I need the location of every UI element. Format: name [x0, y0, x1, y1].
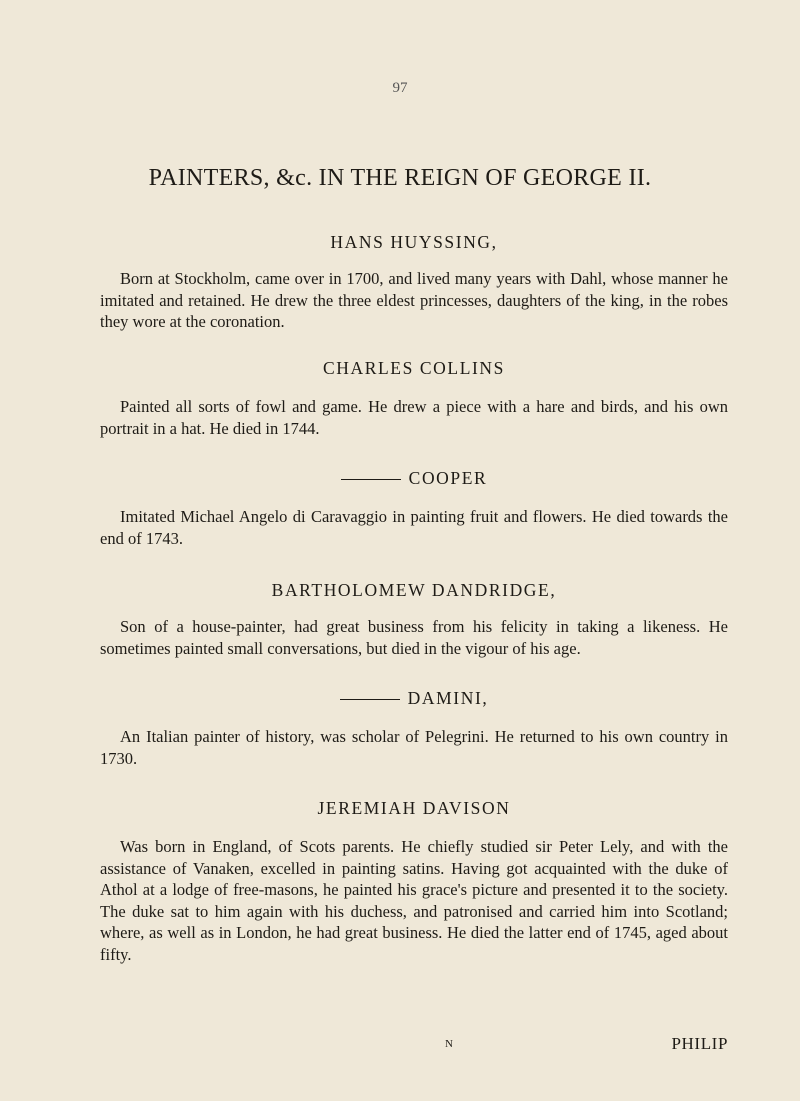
entry-heading	[100, 468, 728, 489]
entry-paragraph: Born at Stockholm, came over in 1700, and lived many years with Dahl, whose manner he imitated and retained. He drew the three eldest princesses, daughters of the king, in the robes they wore at the coronation.	[100, 269, 728, 331]
entry-text-block	[100, 268, 728, 333]
entry-paragraph: Was born in England, of Scots parents. He chiefly studied sir Peter Lely, and with the assistance of Vanaken, excelled in painting satins. Having got acquainted with the duke of Athol at a lodge of free-masons, he painted his grace's picture and presented it to the society. The duke sat to him again with his duchess, and patronised and carried him into Scotland; where, as well as in London, he had great business. He died the latter end of 1745, aged about fifty.	[100, 837, 728, 964]
entry-damini	[100, 688, 728, 709]
page-number: 97	[392, 80, 408, 96]
entry-heading: BARTHOLOMEW DANDRIDGE,	[271, 580, 557, 600]
entry-text-block	[100, 836, 728, 965]
catchword: PHILIP	[671, 1034, 728, 1053]
page-footer	[100, 1034, 728, 1058]
signature-mark: N	[445, 1038, 454, 1050]
entry-jeremiah-davison	[100, 798, 728, 819]
entry-paragraph: Son of a house-painter, had great business from his felicity in taking a likeness. He sometimes painted small conversations, but died in the vigour of his age.	[100, 617, 728, 658]
entry-text-block	[100, 726, 728, 769]
entry-paragraph: Painted all sorts of fowl and game. He drew a piece with a hare and birds, and his own portrait in a hat. He died in 1744.	[100, 397, 728, 438]
entry-bartholomew-dandridge	[100, 580, 728, 601]
page-title: PAINTERS, &c. IN THE REIGN OF GEORGE II.	[148, 165, 652, 191]
entry-text-block	[100, 396, 728, 439]
dash-rule	[341, 479, 401, 480]
entry-cooper	[100, 468, 728, 489]
entry-hans-huyssing	[100, 232, 728, 253]
entry-heading: JEREMIAH DAVISON	[317, 798, 511, 818]
dash-rule	[340, 699, 400, 700]
entry-heading: HANS HUYSSING,	[330, 232, 498, 252]
entry-paragraph: Imitated Michael Angelo di Caravaggio in painting fruit and flowers. He died towards the end of 1743.	[100, 507, 728, 548]
entry-text-block	[100, 506, 728, 549]
entry-paragraph: An Italian painter of history, was scholar of Pelegrini. He returned to his own country in 1730.	[100, 727, 728, 768]
entry-charles-collins	[100, 358, 728, 379]
entry-heading: CHARLES COLLINS	[323, 358, 505, 378]
entry-heading-text: COOPER	[408, 468, 488, 488]
entry-heading	[100, 688, 728, 709]
entry-heading-text: DAMINI,	[407, 688, 489, 708]
entry-text-block	[100, 616, 728, 659]
